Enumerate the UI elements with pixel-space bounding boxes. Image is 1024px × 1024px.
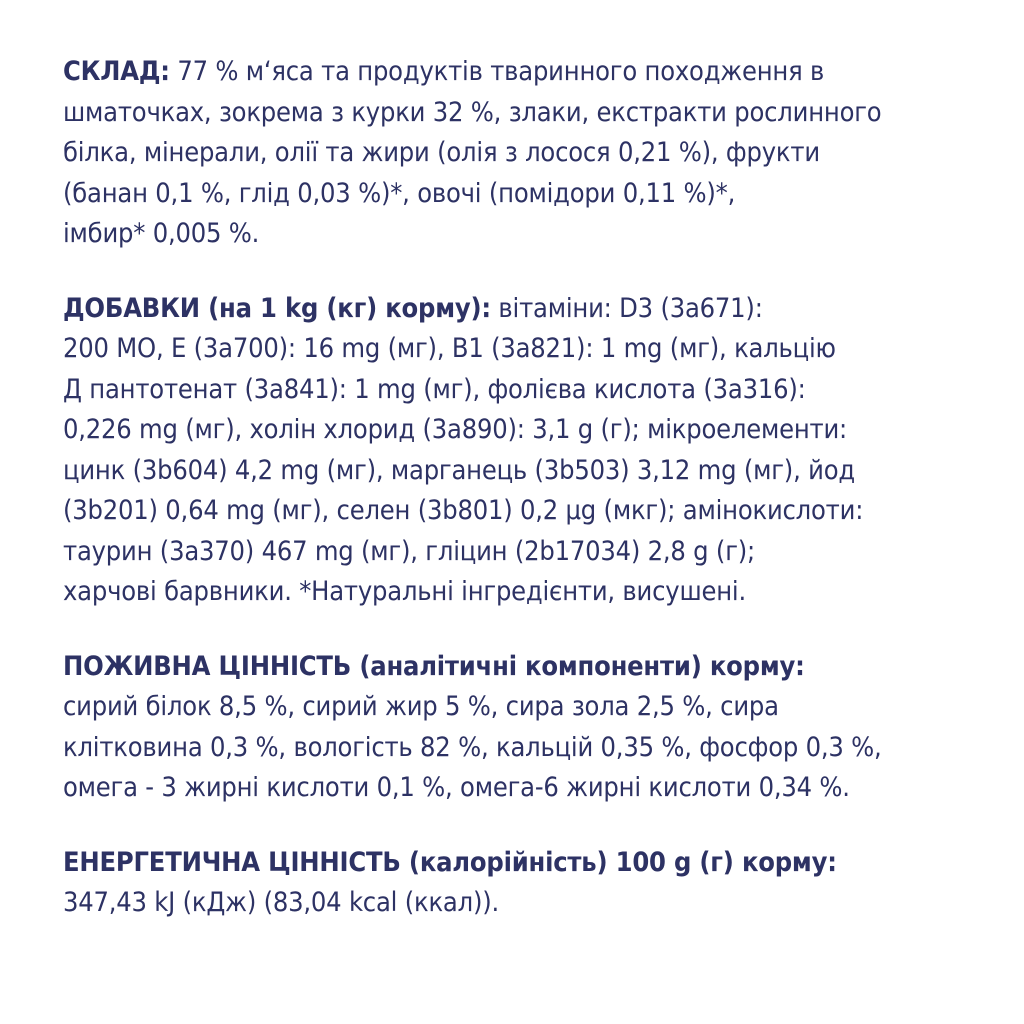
composition-text: 77 % м‘яса та продуктів тваринного походження в	[169, 56, 825, 87]
additives-line-1	[63, 289, 993, 330]
label-text-page	[63, 52, 993, 958]
composition-line-2: шматочках, зокрема з курки 32 %, злаки, екстракти рослинного	[63, 96, 882, 128]
composition-line-5: імбир* 0,005 %.	[63, 218, 260, 249]
additives-line-3: Д пантотенат (3a841): 1 mg (мг), фолієва кислота (3a316):	[63, 373, 806, 405]
composition-line-4: (банан 0,1 %, глід 0,03 %)*, овочі (помідори 0,11 %)*,	[63, 177, 736, 209]
additives-line-2: 200 МО, E (3a700): 16 mg (мг), B1 (3a821): 1 mg (мг), кальцію	[63, 333, 836, 364]
nutrition-line-1	[63, 647, 993, 688]
nutrition-line-3: клітковина 0,3 %, вологість 82 %, кальцій 0,35 %, фосфор 0,3 %,	[63, 731, 882, 763]
nutrition-section	[63, 647, 993, 809]
additives-line-6: (3b201) 0,64 mg (мг), селен (3b801) 0,2 µg (мкг); амінокислоти:	[63, 495, 864, 526]
additives-heading: ДОБАВКИ (на 1 kg (кг) корму):	[63, 292, 491, 324]
additives-section	[63, 289, 993, 613]
additives-line-4: 0,226 mg (мг), холін хлорид (3a890): 3,1 g (г); мікроелементи:	[63, 414, 848, 445]
additives-line-7: таурин (3a370) 467 mg (мг), гліцин (2b17034) 2,8 g (г);	[63, 535, 756, 567]
composition-line-1	[63, 52, 993, 93]
additives-line-8: харчові барвники. *Натуральні інгредієнти, висушені.	[63, 576, 746, 607]
additives-text: вітаміни: D3 (3a671):	[490, 292, 763, 324]
additives-line-5: цинк (3b604) 4,2 mg (мг), марганець (3b503) 3,12 mg (мг), йод	[63, 454, 855, 486]
composition-section	[63, 52, 993, 255]
nutrition-heading: ПОЖИВНА ЦІННІСТЬ (аналітичні компоненти) корму:	[63, 650, 805, 682]
energy-heading: ЕНЕРГЕТИЧНА ЦІННІСТЬ (калорійність) 100 g (г) корму:	[63, 846, 837, 878]
energy-line-2: 347,43 kJ (кДж) (83,04 kcal (ккал)).	[63, 887, 500, 918]
composition-line-3: білка, мінерали, олії та жири (олія з лосося 0,21 %), фрукти	[63, 137, 820, 168]
composition-heading: СКЛАД:	[63, 56, 170, 87]
energy-line-1	[63, 843, 993, 884]
nutrition-line-2: сирий білок 8,5 %, сирий жир 5 %, сира зола 2,5 %, сира	[63, 691, 779, 722]
nutrition-line-4: омега - 3 жирні кислоти 0,1 %, омега-6 жирні кислоти 0,34 %.	[63, 772, 850, 803]
energy-section	[63, 843, 993, 924]
